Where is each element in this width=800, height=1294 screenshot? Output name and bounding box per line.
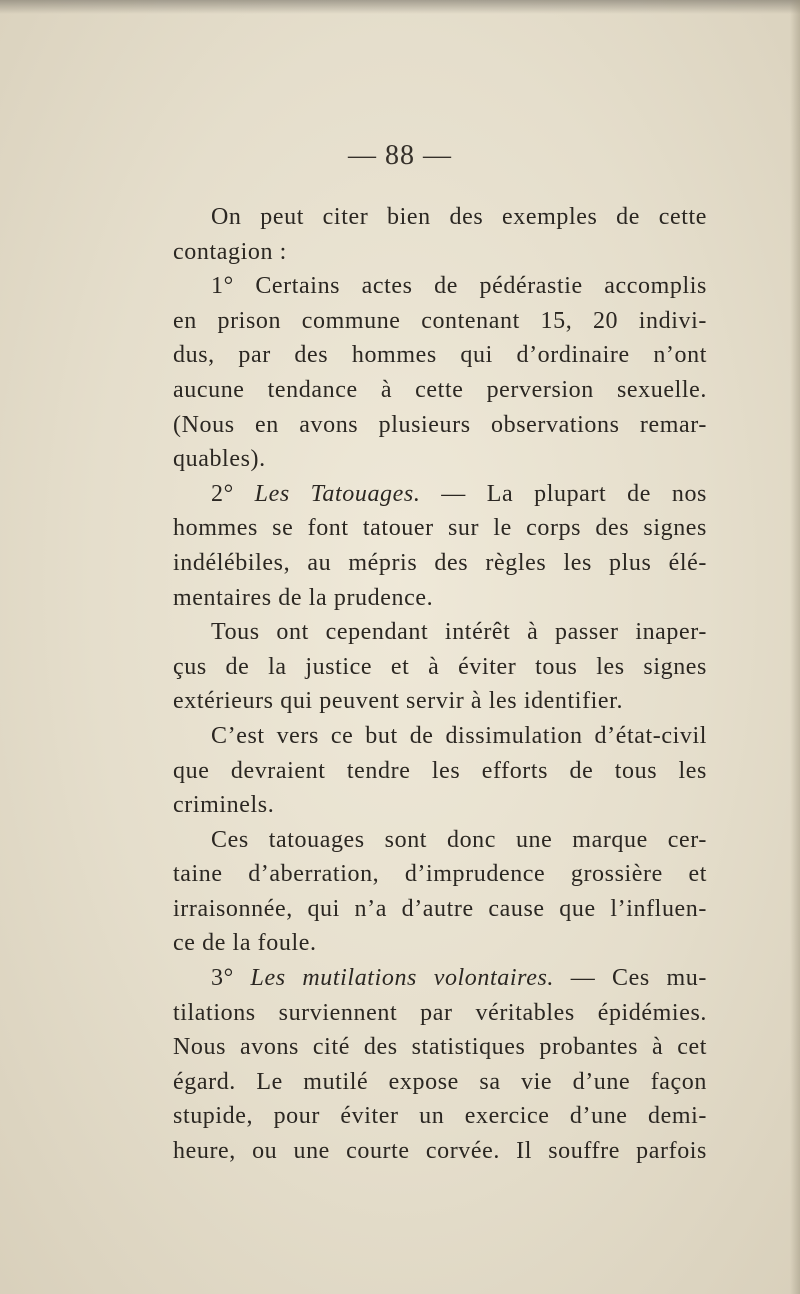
text-line (173, 477, 707, 512)
text-line: criminels. (173, 792, 275, 819)
text-line: On peut citer bien des exemples de cette (211, 204, 707, 230)
section-heading: Les mutilations volontaires. (250, 965, 554, 992)
text-line: que devraient tendre les efforts de tous les (173, 757, 707, 784)
section-number: 2° (211, 480, 255, 507)
text-line: 1° Certains actes de pédérastie accomplis (211, 273, 707, 300)
text-line (173, 961, 707, 996)
page-top-shadow (0, 0, 800, 14)
text-line: extérieurs qui peuvent servir à les identifier. (173, 688, 624, 715)
section-heading: Les Tatouages. (254, 480, 421, 507)
body-text (173, 200, 707, 1169)
section-text: — La plupart de nos (420, 480, 707, 507)
text-line: Nous avons cité des statistiques probantes à cet (173, 1034, 707, 1061)
text-line: (Nous en avons plusieurs observations remar- (173, 411, 707, 438)
text-line: égard. Le mutilé expose sa vie d’une façon (173, 1068, 707, 1095)
page-number: — 88 — (348, 140, 452, 171)
text-line: en prison commune contenant 15, 20 indivi- (173, 307, 707, 334)
text-line: Tous ont cependant intérêt à passer inaper- (211, 619, 707, 646)
text-line: dus, par des hommes qui d’ordinaire n’ont (173, 342, 707, 369)
text-line: aucune tendance à cette perversion sexuelle. (173, 376, 707, 403)
text-line: hommes se font tatouer sur le corps des signes (173, 515, 707, 542)
section-number: 3° (211, 965, 251, 992)
page-right-shadow (790, 0, 800, 1294)
text-line: Ces tatouages sont donc une marque cer- (211, 826, 707, 853)
text-line: ce de la foule. (173, 930, 317, 957)
text-line: irraisonnée, qui n’a d’autre cause que l’influen- (173, 895, 707, 922)
text-line: stupide, pour éviter un exercice d’une demi- (173, 1103, 707, 1130)
text-line: tilations surviennent par véritables épidémies. (173, 999, 707, 1026)
text-line: quables). (173, 446, 266, 473)
text-line: mentaires de la prudence. (173, 584, 434, 611)
text-line: indélébiles, au mépris des règles les plus élé- (173, 549, 707, 576)
text-line: C’est vers ce but de dissimulation d’état-civil (211, 722, 707, 749)
text-line: taine d’aberration, d’imprudence grossière et (173, 861, 707, 888)
text-line: heure, ou une courte corvée. Il souffre parfois (173, 1138, 707, 1165)
text-line: contagion : (173, 238, 287, 265)
section-text: — Ces mu- (554, 965, 707, 992)
text-line: çus de la justice et à éviter tous les signes (173, 653, 707, 680)
